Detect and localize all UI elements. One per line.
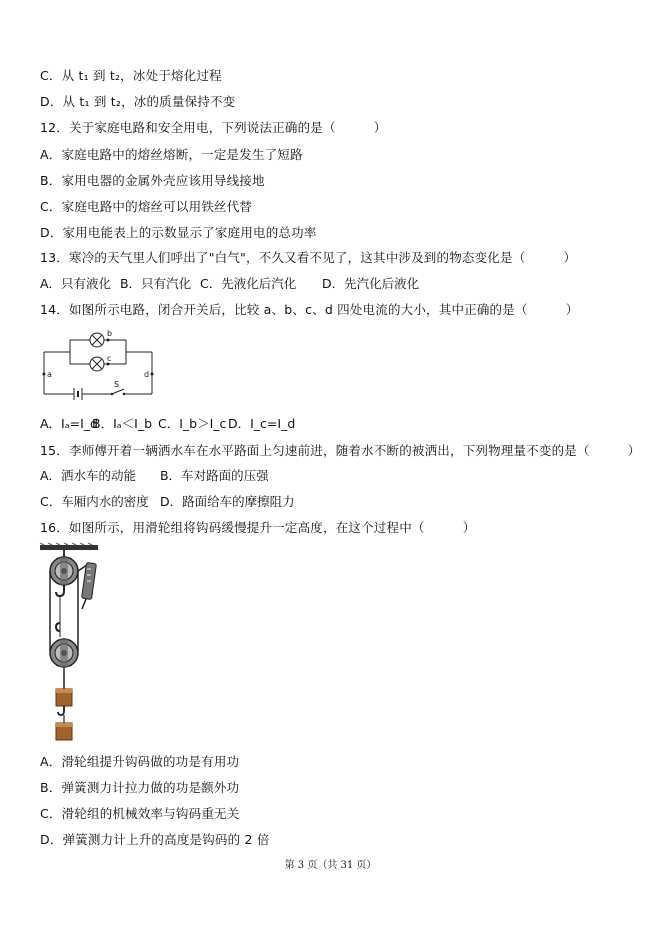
q13-stem: 13．寒冷的天气里人们呼出了"白气"，不久又看不见了，这其中涉及到的物态变化是（ ） [40,250,577,265]
q15-option-c: C．车厢内水的密度 [40,494,149,509]
q15-option-d: D．路面给车的摩擦阻力 [160,494,295,509]
q15-option-a: A．洒水车的动能 [40,468,137,483]
q13-option-a: A．只有液化 [40,276,112,291]
q14-option-c: C．I_b＞I_c [158,416,227,431]
q12-option-a: A．家庭电路中的熔丝熔断，一定是发生了短路 [40,147,303,162]
q14-stem: 14．如图所示电路，闭合开关后，比较 a、b、c、d 四处电流的大小，其中正确的是（ ） [40,302,579,317]
q13-option-b: B．只有汽化 [120,276,192,291]
q12-option-c: C．家庭电路中的熔丝可以用铁丝代替 [40,199,253,214]
circuit-label-s: S [114,380,120,389]
circuit-diagram [40,328,160,408]
q13-option-d: D．先汽化后液化 [322,276,420,291]
page-footer: 第 3 页（共 31 页） [284,860,377,871]
q15-option-b: B．车对路面的压强 [160,468,269,483]
circuit-label-a: a [47,370,52,379]
circuit-label-d: d [144,370,150,379]
circuit-label-b: b [107,329,113,338]
q12-option-d: D．家用电能表上的示数显示了家庭用电的总功率 [40,225,317,240]
q16-option-d: D．弹簧测力计上升的高度是钩码的 2 倍 [40,832,270,847]
q14-option-d: D．I_c=I_d [228,416,296,431]
q14-option-b: B．Iₐ＜I_b [92,416,153,431]
q14-option-a: A．Iₐ=I_d [40,416,98,431]
q11-option-c: C．从 t₁ 到 t₂，冰处于熔化过程 [40,68,222,83]
q15-stem: 15．李师傅开着一辆洒水车在水平路面上匀速前进，随着水不断的被洒出，下列物理量不变的是（ ） [40,443,641,458]
pulley-diagram [38,543,108,747]
q16-option-c: C．滑轮组的机械效率与钩码重无关 [40,806,240,821]
q16-stem: 16．如图所示，用滑轮组将钩码缓慢提升一定高度，在这个过程中（ ） [40,520,476,535]
q16-option-a: A．滑轮组提升钩码做的功是有用功 [40,754,240,769]
q11-option-d: D．从 t₁ 到 t₂，冰的质量保持不变 [40,94,236,109]
q13-option-c: C．先液化后汽化 [200,276,297,291]
q12-stem: 12．关于家庭电路和安全用电，下列说法正确的是（ ） [40,120,387,135]
q16-option-b: B．弹簧测力计拉力做的功是额外功 [40,780,240,795]
q12-option-b: B．家用电器的金属外壳应该用导线接地 [40,173,265,188]
circuit-label-c: c [107,354,112,363]
